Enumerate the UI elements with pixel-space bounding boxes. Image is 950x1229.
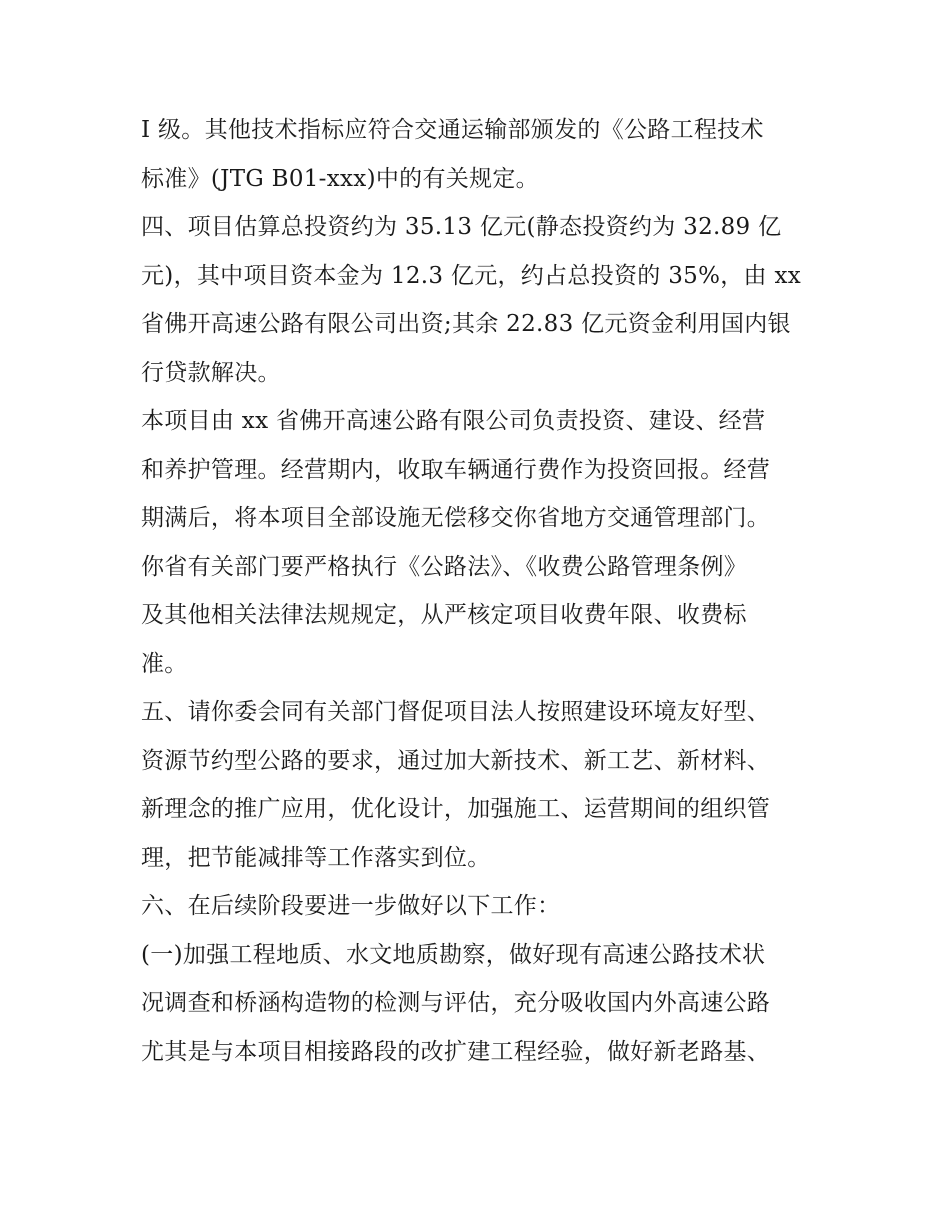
- text-line: 况调查和桥涵构造物的检测与评估，充分吸收国内外高速公路: [141, 990, 771, 1016]
- text-line: I 级。其他技术指标应符合交通运输部颁发的《公路工程技术: [141, 117, 764, 143]
- text-line: (一)加强工程地质、水文地质勘察，做好现有高速公路技术状: [141, 941, 766, 968]
- text-line: 标准》(JTG B01-xxx)中的有关规定。: [141, 165, 539, 192]
- text-line: 行贷款解决。: [141, 359, 281, 386]
- document-body: [141, 106, 813, 1076]
- text-line: 和养护管理。经营期内，收取车辆通行费作为投资回报。经营: [141, 456, 771, 483]
- text-line: 准。: [141, 650, 188, 677]
- text-line: 及其他相关法律法规规定，从严核定项目收费年限、收费标: [141, 602, 747, 628]
- text-line: 尤其是与本项目相接路段的改扩建工程经验，做好新老路基、: [141, 1038, 771, 1065]
- text-line: 六、在后续阶段要进一步做好以下工作：: [141, 893, 561, 919]
- text-line: 五、请你委会同有关部门督促项目法人按照建设环境友好型、: [141, 699, 771, 725]
- text-line: 新理念的推广应用，优化设计，加强施工、运营期间的组织管: [141, 796, 771, 822]
- text-line: 期满后，将本项目全部设施无偿移交你省地方交通管理部门。: [141, 505, 771, 531]
- text-line: 省佛开高速公路有限公司出资;其余 22.83 亿元资金利用国内银: [141, 311, 791, 337]
- text-line: 理，把节能减排等工作落实到位。: [141, 844, 491, 871]
- text-line: 资源节约型公路的要求，通过加大新技术、新工艺、新材料、: [141, 747, 771, 774]
- text-line: 本项目由 xx 省佛开高速公路有限公司负责投资、建设、经营: [141, 408, 766, 434]
- text-line: 你省有关部门要严格执行《公路法》、《收费公路管理条例》: [141, 553, 748, 580]
- text-line: 四、项目估算总投资约为 35.13 亿元(静态投资约为 32.89 亿: [141, 214, 782, 240]
- text-line: 元)，其中项目资本金为 12.3 亿元，约占总投资的 35%，由 xx: [141, 262, 801, 289]
